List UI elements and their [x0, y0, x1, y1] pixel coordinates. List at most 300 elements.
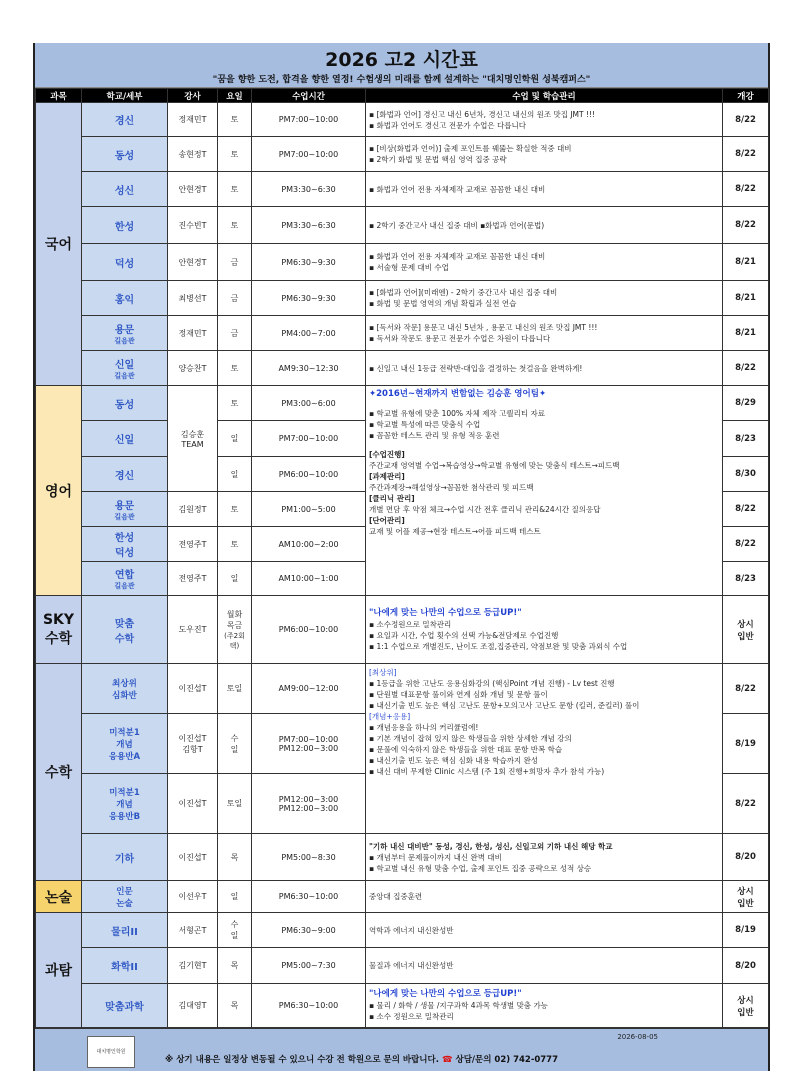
school-cell: [82, 137, 168, 172]
desc-cell: [366, 172, 723, 207]
table-row: [36, 913, 769, 948]
teacher-cell-text: 진수빈T: [178, 220, 207, 230]
category-math-text: 수학: [44, 765, 73, 781]
teacher-cell: [168, 596, 218, 664]
school-cell: [82, 834, 168, 881]
open-cell: [723, 881, 769, 913]
school-cell: [82, 316, 168, 351]
school-cell: [82, 244, 168, 281]
time-cell-text: PM4:00~7:00: [281, 328, 336, 338]
desc-cell: [366, 207, 723, 244]
school-cell: [82, 881, 168, 913]
open-cell: [723, 774, 769, 834]
open-cell: [723, 834, 769, 881]
time-cell-text: PM6:00~10:00: [278, 625, 339, 634]
day-cell-text: 토일: [226, 799, 243, 808]
time-cell: [252, 351, 366, 386]
page-title: 2026 고2 시간표: [325, 49, 478, 71]
desc-cell-text: 중앙대 집중훈련: [369, 892, 423, 901]
table-row: [36, 664, 769, 714]
time-cell-text: PM7:00~10:00: [278, 149, 339, 159]
desc-line: ▪ [화법과 언어](미래엔) - 2학기 중간고사 내신 집중 대비: [369, 288, 558, 297]
day-cell-text: 목: [230, 1001, 239, 1010]
teacher-cell: [168, 351, 218, 386]
sky-desc-head: "나에게 맞는 나만의 수업으로 등급UP!": [369, 607, 522, 618]
time-cell-text: PM12:00~3:00 PM12:00~3:00: [278, 794, 339, 813]
desc-line: ▪ 서술형 문제 대비 수업: [369, 263, 449, 272]
open-cell: [723, 664, 769, 714]
school-name: 동성: [114, 150, 135, 162]
open-cell-text: 상시 입반: [737, 619, 754, 642]
logo-text: 대치명인학원: [96, 1049, 126, 1055]
desc-line: ▪ 학교별 유형에 맞춘 100% 자체 제작 고퀄리티 자료: [369, 409, 546, 418]
desc-cell-text: 물질과 에너지 내신완성반: [369, 961, 454, 970]
teacher-cell-text: 안현경T: [178, 184, 207, 194]
time-cell: [252, 137, 366, 172]
table-row: [36, 137, 769, 172]
category-korean: [36, 103, 82, 386]
teacher-cell: [168, 244, 218, 281]
school-cell: [82, 948, 168, 984]
table-row: [36, 984, 769, 1028]
desc-cell: [366, 596, 723, 664]
time-cell: [252, 316, 366, 351]
time-cell-text: PM7:00~10:00 PM12:00~3:00: [278, 734, 339, 753]
open-cell-text: 8/22: [735, 683, 756, 694]
header-subject: 과목: [36, 89, 82, 103]
school-name: 한성: [114, 221, 135, 233]
day-cell: [218, 984, 252, 1028]
open-cell: [723, 172, 769, 207]
teacher-cell-text: 전영주T: [178, 574, 207, 583]
category-math: [36, 664, 82, 881]
open-cell-text: 8/22: [735, 184, 756, 194]
desc-line: ▪ 학교별 내신 유형 맞춤 수업, 출제 포인트 집중 공략으로 성적 상승: [369, 863, 592, 873]
open-cell: [723, 316, 769, 351]
open-cell-text: 상시 입반: [737, 886, 754, 909]
day-cell: [218, 421, 252, 457]
time-cell: [252, 664, 366, 714]
school-name: 연합: [114, 570, 135, 581]
open-cell-text: 8/22: [735, 539, 756, 549]
school-name: 맞춤과학: [105, 1002, 144, 1013]
open-cell: [723, 137, 769, 172]
footer-phone: 상담/문의 02) 742-0777: [455, 1055, 559, 1065]
footer-notice: ※ 상기 내용은 일정상 변동될 수 있으니 수강 전 학원으로 문의 바랍니다.: [165, 1055, 439, 1065]
teacher-cell-text: 김기현T: [178, 961, 207, 970]
desc-line: ▪ 개념부터 문제풀이까지 내신 완벽 대비: [369, 852, 502, 862]
open-cell: [723, 421, 769, 457]
desc-line: ▪ 화법과 언어 전용 자체제작 교재로 꼼꼼한 내신 대비: [369, 252, 546, 261]
desc-line: ▪ [독서와 작문] 용문고 내신 5년차 , 용문고 내신의 원조 맛집 JMT !!!: [369, 323, 598, 332]
desc-line: ▪ 기본 개념이 잡혀 있지 않은 학생들을 위한 상세한 개념 강의: [369, 734, 572, 743]
teacher-cell-text: 이진섭T: [178, 684, 207, 693]
school-name: 인문 논술: [116, 886, 133, 909]
school-cell: [82, 386, 168, 421]
time-cell-text: PM6:30~10:00: [278, 892, 339, 901]
day-cell-text: 토: [230, 398, 239, 408]
day-cell: [218, 207, 252, 244]
header-time: 수업시간: [252, 89, 366, 103]
school-cell: [82, 421, 168, 457]
school-name: 용문: [114, 500, 135, 512]
day-cell-text: 일: [230, 892, 239, 901]
teacher-cell-text: 전영주T: [178, 539, 207, 549]
section-body: 주간과제장→해설영상→꼼꼼한 첨삭관리 및 피드백: [369, 483, 534, 492]
teacher-cell-text: 정재민T: [178, 115, 207, 124]
day-cell-text: 토: [230, 539, 239, 549]
school-cell: [82, 527, 168, 562]
table-row: [36, 281, 769, 316]
teacher-cell: [168, 562, 218, 596]
time-cell: [252, 386, 366, 421]
category-science-text: 과탐: [44, 963, 73, 979]
open-cell: [723, 913, 769, 948]
open-cell: [723, 351, 769, 386]
desc-line: ▪ 내신 대비 무제한 Clinic 시스템 (주 1회 진행+희망자 추가 참석 가능): [369, 767, 605, 776]
header-desc: 수업 및 학습관리: [366, 89, 723, 103]
time-cell-text: PM5:00~7:30: [281, 961, 336, 970]
open-cell: [723, 207, 769, 244]
time-cell-text: PM6:30~9:30: [281, 257, 336, 267]
day-cell: [218, 386, 252, 421]
time-cell-text: PM5:00~8:30: [281, 852, 336, 862]
teacher-cell-text: 이진섭T 김항T: [178, 733, 207, 754]
teacher-cell-text: 정재민T: [178, 328, 207, 338]
table-row: [36, 207, 769, 244]
time-cell: [252, 881, 366, 913]
desc-line: ▪ 내신기출 빈도 높은 핵심 고난도 문항+모의고사 고난도 문항 (킬러, 준킬러) 풀이: [369, 701, 640, 710]
open-cell-text: 상시 입반: [737, 995, 754, 1018]
category-science: [36, 913, 82, 1028]
category-english-text: 영어: [44, 483, 73, 500]
day-cell: [218, 492, 252, 527]
day-cell-text: 수 일: [230, 920, 239, 940]
desc-cell: [366, 281, 723, 316]
section-head: [과제관리]: [369, 472, 405, 481]
day-cell-text: 수 일: [230, 733, 239, 754]
day-cell-text: 토: [230, 184, 239, 194]
desc-cell: [366, 881, 723, 913]
time-cell-text: PM3:00~6:00: [281, 398, 336, 408]
teacher-cell-text: 김원정T: [178, 504, 207, 514]
teacher-cell: [168, 984, 218, 1028]
section-head: [클리닉 관리]: [369, 494, 415, 503]
time-cell: [252, 948, 366, 984]
time-cell: [252, 834, 366, 881]
table-row: [36, 103, 769, 137]
school-name: 기하: [114, 853, 135, 865]
time-cell-text: AM10:00~2:00: [278, 539, 339, 549]
english-desc-cell: [366, 386, 723, 596]
teacher-cell: [168, 137, 218, 172]
open-cell: [723, 244, 769, 281]
teacher-cell-text: 도우진T: [178, 625, 207, 634]
day-cell-text: 일: [230, 434, 239, 443]
day-cell: [218, 172, 252, 207]
open-cell-text: 8/20: [735, 960, 756, 971]
open-cell-text: 8/21: [735, 257, 756, 267]
day-cell: [218, 562, 252, 596]
desc-cell: [366, 244, 723, 281]
day-cell-text: 금: [230, 257, 239, 267]
desc-line: ▪ [화법과 언어] 경신고 내신 6년차, 경신고 내신의 원조 맛집 JMT !!!: [369, 109, 595, 119]
desc-line: ▪ 물리 / 화학 / 생물 /지구과학 4과목 학생별 맞춤 가능: [369, 1001, 548, 1010]
teacher-cell: [168, 527, 218, 562]
open-cell-text: 8/20: [735, 852, 756, 862]
table-row: [36, 244, 769, 281]
school-cell: [82, 492, 168, 527]
school-name: 한성 덕성: [114, 533, 135, 559]
school-cell: [82, 984, 168, 1028]
open-cell-text: 8/29: [735, 398, 756, 408]
desc-cell-text: 역학과 에너지 내신완성반: [369, 925, 454, 935]
school-cell: [82, 103, 168, 137]
table-row: [36, 596, 769, 664]
time-cell-text: PM6:30~9:00: [281, 925, 336, 935]
day-cell: [218, 834, 252, 881]
time-cell: [252, 207, 366, 244]
open-cell: [723, 562, 769, 596]
desc-line: ▪ 내신기출 빈도 높은 핵심 심화 내용 학습까지 완성: [369, 756, 539, 765]
time-cell: [252, 913, 366, 948]
desc-line: ▪ 문풀에 익숙하지 않은 학생들을 위한 대표 문항 반복 학습: [369, 745, 563, 754]
desc-line: ▪ 소수 정원으로 밀착관리: [369, 1012, 454, 1021]
school-cell: [82, 562, 168, 596]
day-cell: [218, 664, 252, 714]
teacher-cell: [168, 714, 218, 774]
day-cell-text: 일: [230, 574, 239, 583]
category-essay-text: 논술: [44, 889, 73, 906]
day-cell-text: 월화 목금: [226, 609, 243, 630]
desc-line: ▪ 소수정원으로 밀착관리: [369, 619, 452, 629]
school-cell: [82, 664, 168, 714]
day-cell: [218, 714, 252, 774]
open-cell-text: 8/22: [735, 220, 756, 230]
desc-line: ▪ 요일과 시간, 수업 횟수의 선택 가능&전담제로 수업진행: [369, 630, 559, 640]
desc-line: ▪ 독서와 작문도 용문고 전문가 수업은 차원이 다릅니다: [369, 334, 551, 343]
desc-cell: [366, 137, 723, 172]
day-cell-text: 토: [230, 363, 239, 373]
footer-note: [165, 1053, 558, 1065]
teacher-cell-text: 송현정T: [178, 149, 207, 159]
footer: [35, 1028, 768, 1071]
title-bar: [35, 43, 768, 88]
school-sub: 길음관: [114, 582, 135, 590]
teacher-cell: [168, 103, 218, 137]
desc-line: ▪ [비상(화법과 언어)] 출제 포인트를 꿰뚫는 확실한 적중 대비: [369, 144, 572, 153]
section-body: 개별 면담 후 약점 체크→수업 시간 전후 클리닉 관리&24시간 질의응답: [369, 505, 601, 514]
time-cell: [252, 527, 366, 562]
teacher-cell-text: 이진섭T: [178, 852, 207, 862]
time-cell: [252, 281, 366, 316]
time-cell-text: AM10:00~1:00: [278, 574, 339, 583]
desc-line: ▪ 개념응용을 하나의 커리큘럼에!: [369, 723, 479, 732]
day-cell: [218, 457, 252, 492]
teacher-cell: [168, 492, 218, 527]
geo-desc-head: "기하 내신 대비반" 동성, 경신, 한성, 성신, 신일고외 기하 내신 해당 학교: [369, 841, 613, 851]
teacher-cell-text: 김대영T: [178, 1001, 207, 1010]
footer-date: 2026-08-05: [617, 1033, 658, 1041]
header-school: 학교/세부: [82, 89, 168, 103]
category-essay: [36, 881, 82, 913]
time-cell: [252, 774, 366, 834]
math-tag-concept: [개념+응용]: [369, 712, 411, 721]
teacher-cell: [168, 881, 218, 913]
teacher-cell-text: 양승찬T: [178, 363, 207, 373]
open-cell-text: 8/23: [735, 573, 756, 584]
section-head: [수업진행]: [369, 450, 405, 459]
open-cell-text: 8/19: [735, 925, 756, 935]
day-cell-text: 일: [230, 469, 239, 479]
day-cell-text: 토: [230, 149, 239, 159]
open-cell: [723, 281, 769, 316]
day-cell-text: 토: [230, 504, 239, 514]
day-cell: [218, 244, 252, 281]
open-cell-text: 8/22: [735, 504, 756, 514]
table-row: [36, 172, 769, 207]
desc-line: ▪ 1등급을 위한 고난도 응용심화강의 (핵심Point 개념 진행) - Lv test 진행: [369, 679, 615, 688]
teacher-cell: [168, 281, 218, 316]
school-name: 화학II: [111, 962, 138, 973]
phone-icon: ☎: [441, 1055, 453, 1065]
school-cell: [82, 457, 168, 492]
school-cell: [82, 714, 168, 774]
time-cell: [252, 244, 366, 281]
time-cell: [252, 984, 366, 1028]
open-cell-text: 8/30: [735, 469, 756, 479]
day-cell-text: 목: [230, 961, 239, 970]
time-cell-text: PM3:30~6:30: [281, 220, 336, 230]
school-cell: [82, 351, 168, 386]
day-cell: [218, 881, 252, 913]
day-sub: (주2회 택): [224, 631, 245, 650]
school-cell: [82, 596, 168, 664]
time-cell: [252, 457, 366, 492]
section-body: 교재 및 어플 제공→현장 테스트→어플 피드백 테스트: [369, 527, 541, 536]
school-cell: [82, 172, 168, 207]
time-cell-text: PM6:30~9:30: [281, 293, 336, 303]
spacer: [369, 441, 719, 449]
desc-cell: [366, 913, 723, 948]
school-cell: [82, 281, 168, 316]
academy-logo: [87, 1036, 135, 1068]
desc-cell: [366, 316, 723, 351]
time-cell: [252, 172, 366, 207]
category-korean-text: 국어: [44, 237, 73, 253]
teacher-cell: [168, 172, 218, 207]
time-cell: [252, 492, 366, 527]
day-cell-text: 금: [230, 293, 239, 303]
day-cell-text: 토: [230, 115, 239, 124]
time-cell-text: AM9:00~12:00: [278, 684, 339, 693]
school-name: 미적분1 개념 응용반A: [108, 727, 141, 762]
open-cell-text: 8/21: [735, 328, 756, 338]
table-row: [36, 386, 769, 421]
open-cell: [723, 492, 769, 527]
open-cell-text: 8/22: [735, 149, 756, 159]
english-desc-head: ✦2016년~현재까지 변함없는 김승훈 영어팀✦: [369, 389, 547, 399]
time-cell-text: AM9:30~12:30: [278, 363, 339, 373]
desc-line: ▪ 꼼꼼한 테스트 관리 및 유형 적응 훈련: [369, 431, 500, 440]
math-desc-cell: [366, 664, 723, 834]
school-name: 경신: [114, 470, 135, 482]
day-cell: [218, 137, 252, 172]
teacher-cell-text: 이진섭T: [178, 799, 207, 808]
school-sub: 길음관: [114, 336, 135, 345]
open-cell: [723, 527, 769, 562]
time-cell: [252, 562, 366, 596]
open-cell-text: 8/22: [735, 798, 756, 809]
desc-line: ▪ 학교별 특성에 따른 맞춤식 수업: [369, 420, 481, 429]
teacher-cell: [168, 948, 218, 984]
open-cell: [723, 984, 769, 1028]
teacher-cell: [168, 664, 218, 714]
section-body: 주간교재 영역별 수업→복습영상→학교별 유형에 맞는 맞춤식 테스트→피드백: [369, 461, 620, 470]
open-cell: [723, 596, 769, 664]
day-cell: [218, 774, 252, 834]
desc-cell: [366, 103, 723, 137]
day-cell-text: 토일: [226, 684, 243, 693]
day-cell: [218, 351, 252, 386]
school-name: 미적분1 개념 응용반B: [108, 787, 141, 822]
day-cell: [218, 948, 252, 984]
desc-cell: [366, 834, 723, 881]
time-cell: [252, 714, 366, 774]
category-sky: [36, 596, 82, 664]
teacher-cell: [168, 913, 218, 948]
school-name: 맞춤 수학: [114, 618, 135, 645]
school-name: 신일: [114, 359, 135, 371]
desc-line: ▪ 화법과 언어도 경신고 전문가 수업은 다릅니다: [369, 120, 527, 130]
teacher-cell: [168, 834, 218, 881]
table-row: [36, 316, 769, 351]
teacher-cell-text: 서형곤T: [178, 925, 207, 935]
open-cell: [723, 457, 769, 492]
day-cell-text: 토: [230, 220, 239, 230]
desc-line: ▪ 2학기 화법 및 문법 핵심 영역 집중 공략: [369, 155, 507, 164]
header-day: 요일: [218, 89, 252, 103]
school-name: 동성: [114, 399, 135, 411]
section-head: [단어관리]: [369, 516, 405, 525]
time-cell-text: PM7:00~10:00: [278, 115, 339, 124]
time-cell: [252, 596, 366, 664]
day-cell: [218, 913, 252, 948]
school-sub: 길음관: [114, 371, 135, 380]
category-english: [36, 386, 82, 596]
time-cell: [252, 103, 366, 137]
time-cell-text: PM6:00~10:00: [278, 469, 339, 479]
open-cell: [723, 714, 769, 774]
desc-line: ▪ 화법 및 문법 영역의 개념 확립과 실전 연습: [369, 299, 517, 308]
teacher-cell: [168, 207, 218, 244]
team-teacher-cell: [168, 386, 218, 492]
school-name: 성신: [114, 185, 135, 197]
desc-cell: [366, 984, 723, 1028]
day-cell: [218, 596, 252, 664]
open-cell-text: 8/21: [735, 293, 756, 303]
school-name: 물리II: [111, 926, 138, 938]
header-teacher: 강사: [168, 89, 218, 103]
school-name: 경신: [114, 116, 135, 127]
teacher-cell-text: 최병선T: [178, 293, 207, 303]
open-cell-text: 8/23: [735, 433, 756, 444]
table-row: [36, 834, 769, 881]
open-cell-text: 8/22: [735, 114, 756, 125]
time-cell: [252, 421, 366, 457]
school-name: 홍익: [114, 294, 135, 306]
time-cell-text: PM7:00~10:00: [278, 434, 339, 443]
